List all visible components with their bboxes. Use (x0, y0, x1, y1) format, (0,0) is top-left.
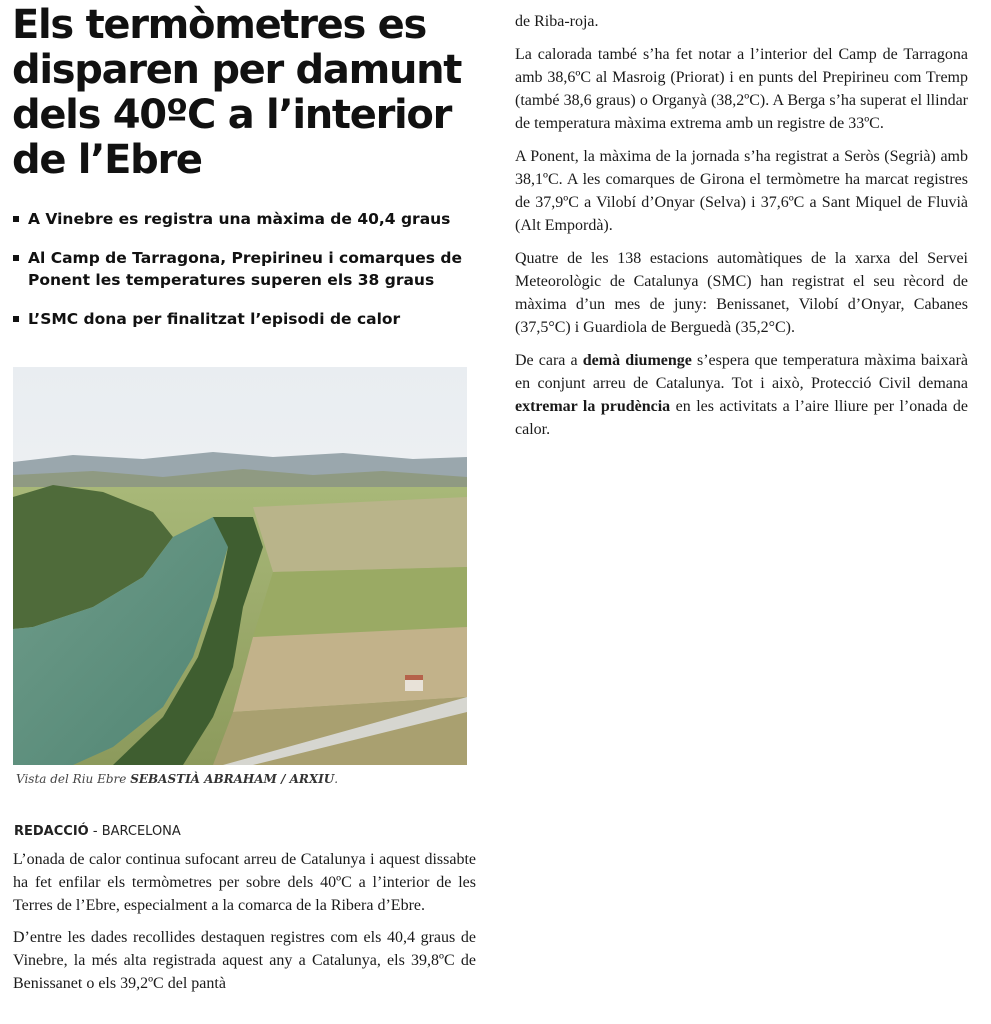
body-paragraph: La calorada també s’ha fet notar a l’interior del Camp de Tarragona amb 38,6ºC al Masroig (Priorat) i en punts del Prepirineu com Tremp (també 38,6 graus) o Organyà (38,2ºC). A Berga s’ha superat el llindar de temperatura màxima extrema amb un registre de 33ºC. (515, 46, 968, 132)
caption-text: Vista del Riu Ebre (16, 772, 127, 786)
final-bold-1: demà diumenge (582, 352, 692, 369)
river-landscape-image (13, 367, 467, 765)
final-paragraph (515, 349, 968, 441)
final-bold-2: extremar la prudència (515, 398, 671, 415)
body-paragraph: L’onada de calor continua sufocant arreu de Catalunya i aquest dissabte ha fet enfilar els termòmetres per sobre dels 40ºC a l’interior de les Terres de l’Ebre, especialment a la comarca de la Ribera d’Ebre. (13, 851, 476, 914)
body-left-column (13, 848, 476, 1004)
byline (14, 824, 181, 839)
highlight-item: L’SMC dona per finalitzat l’episodi de calor (12, 308, 482, 330)
highlight-item: Al Camp de Tarragona, Prepirineu i comarques de Ponent les temperatures superen els 38 graus (12, 247, 482, 291)
caption-suffix: . (334, 772, 339, 786)
photo-caption (16, 772, 476, 786)
final-text-1: De cara a (515, 352, 583, 369)
body-paragraph: Quatre de les 138 estacions automàtiques de la xarxa del Servei Meteorològic de Catalunya (SMC) han registrat el seu rècord de màxima d’un mes de juny: Benissanet, Vilobí d’Onyar, Cabanes (37,5°C) i Guardiola de Berguedà (35,2°C). (515, 250, 968, 336)
byline-author: REDACCIÓ (14, 824, 89, 839)
continuation-text: de Riba-roja. (515, 13, 599, 30)
highlights-list (12, 208, 482, 330)
byline-location: BARCELONA (101, 824, 181, 839)
caption-credit: SEBASTIÀ ABRAHAM / ARXIU (130, 772, 335, 786)
body-paragraph: A Ponent, la màxima de la jornada s’ha registrat a Seròs (Segrià) amb 38,1ºC. A les comarques de Girona el termòmetre ha marcat registres de 37,9ºC a Vilobí d’Onyar (Selva) i 37,6ºC a Sant Miquel de Fluvià (Alt Empordà). (515, 148, 968, 234)
byline-separator: - (88, 824, 102, 839)
body-right-column (515, 10, 968, 451)
left-column (12, 0, 482, 347)
highlight-item: A Vinebre es registra una màxima de 40,4 graus (12, 208, 482, 230)
body-paragraph: D’entre les dades recollides destaquen registres com els 40,4 graus de Vinebre, la més alta registrada aquest any a Catalunya, els 39,8ºC de Benissanet o els 39,2ºC del pantà (13, 929, 476, 992)
final-text-3: en les activitats a l’aire lliure per l’onada de calor. (515, 398, 968, 438)
headline: Els termòmetres es disparen per damunt dels 40ºC a l’interior de l’Ebre (12, 2, 462, 183)
river-photo (13, 367, 467, 765)
final-text-2: s’espera que temperatura màxima baixarà en conjunt arreu de Catalunya. Tot i això, Protecció Civil demana (515, 352, 969, 392)
